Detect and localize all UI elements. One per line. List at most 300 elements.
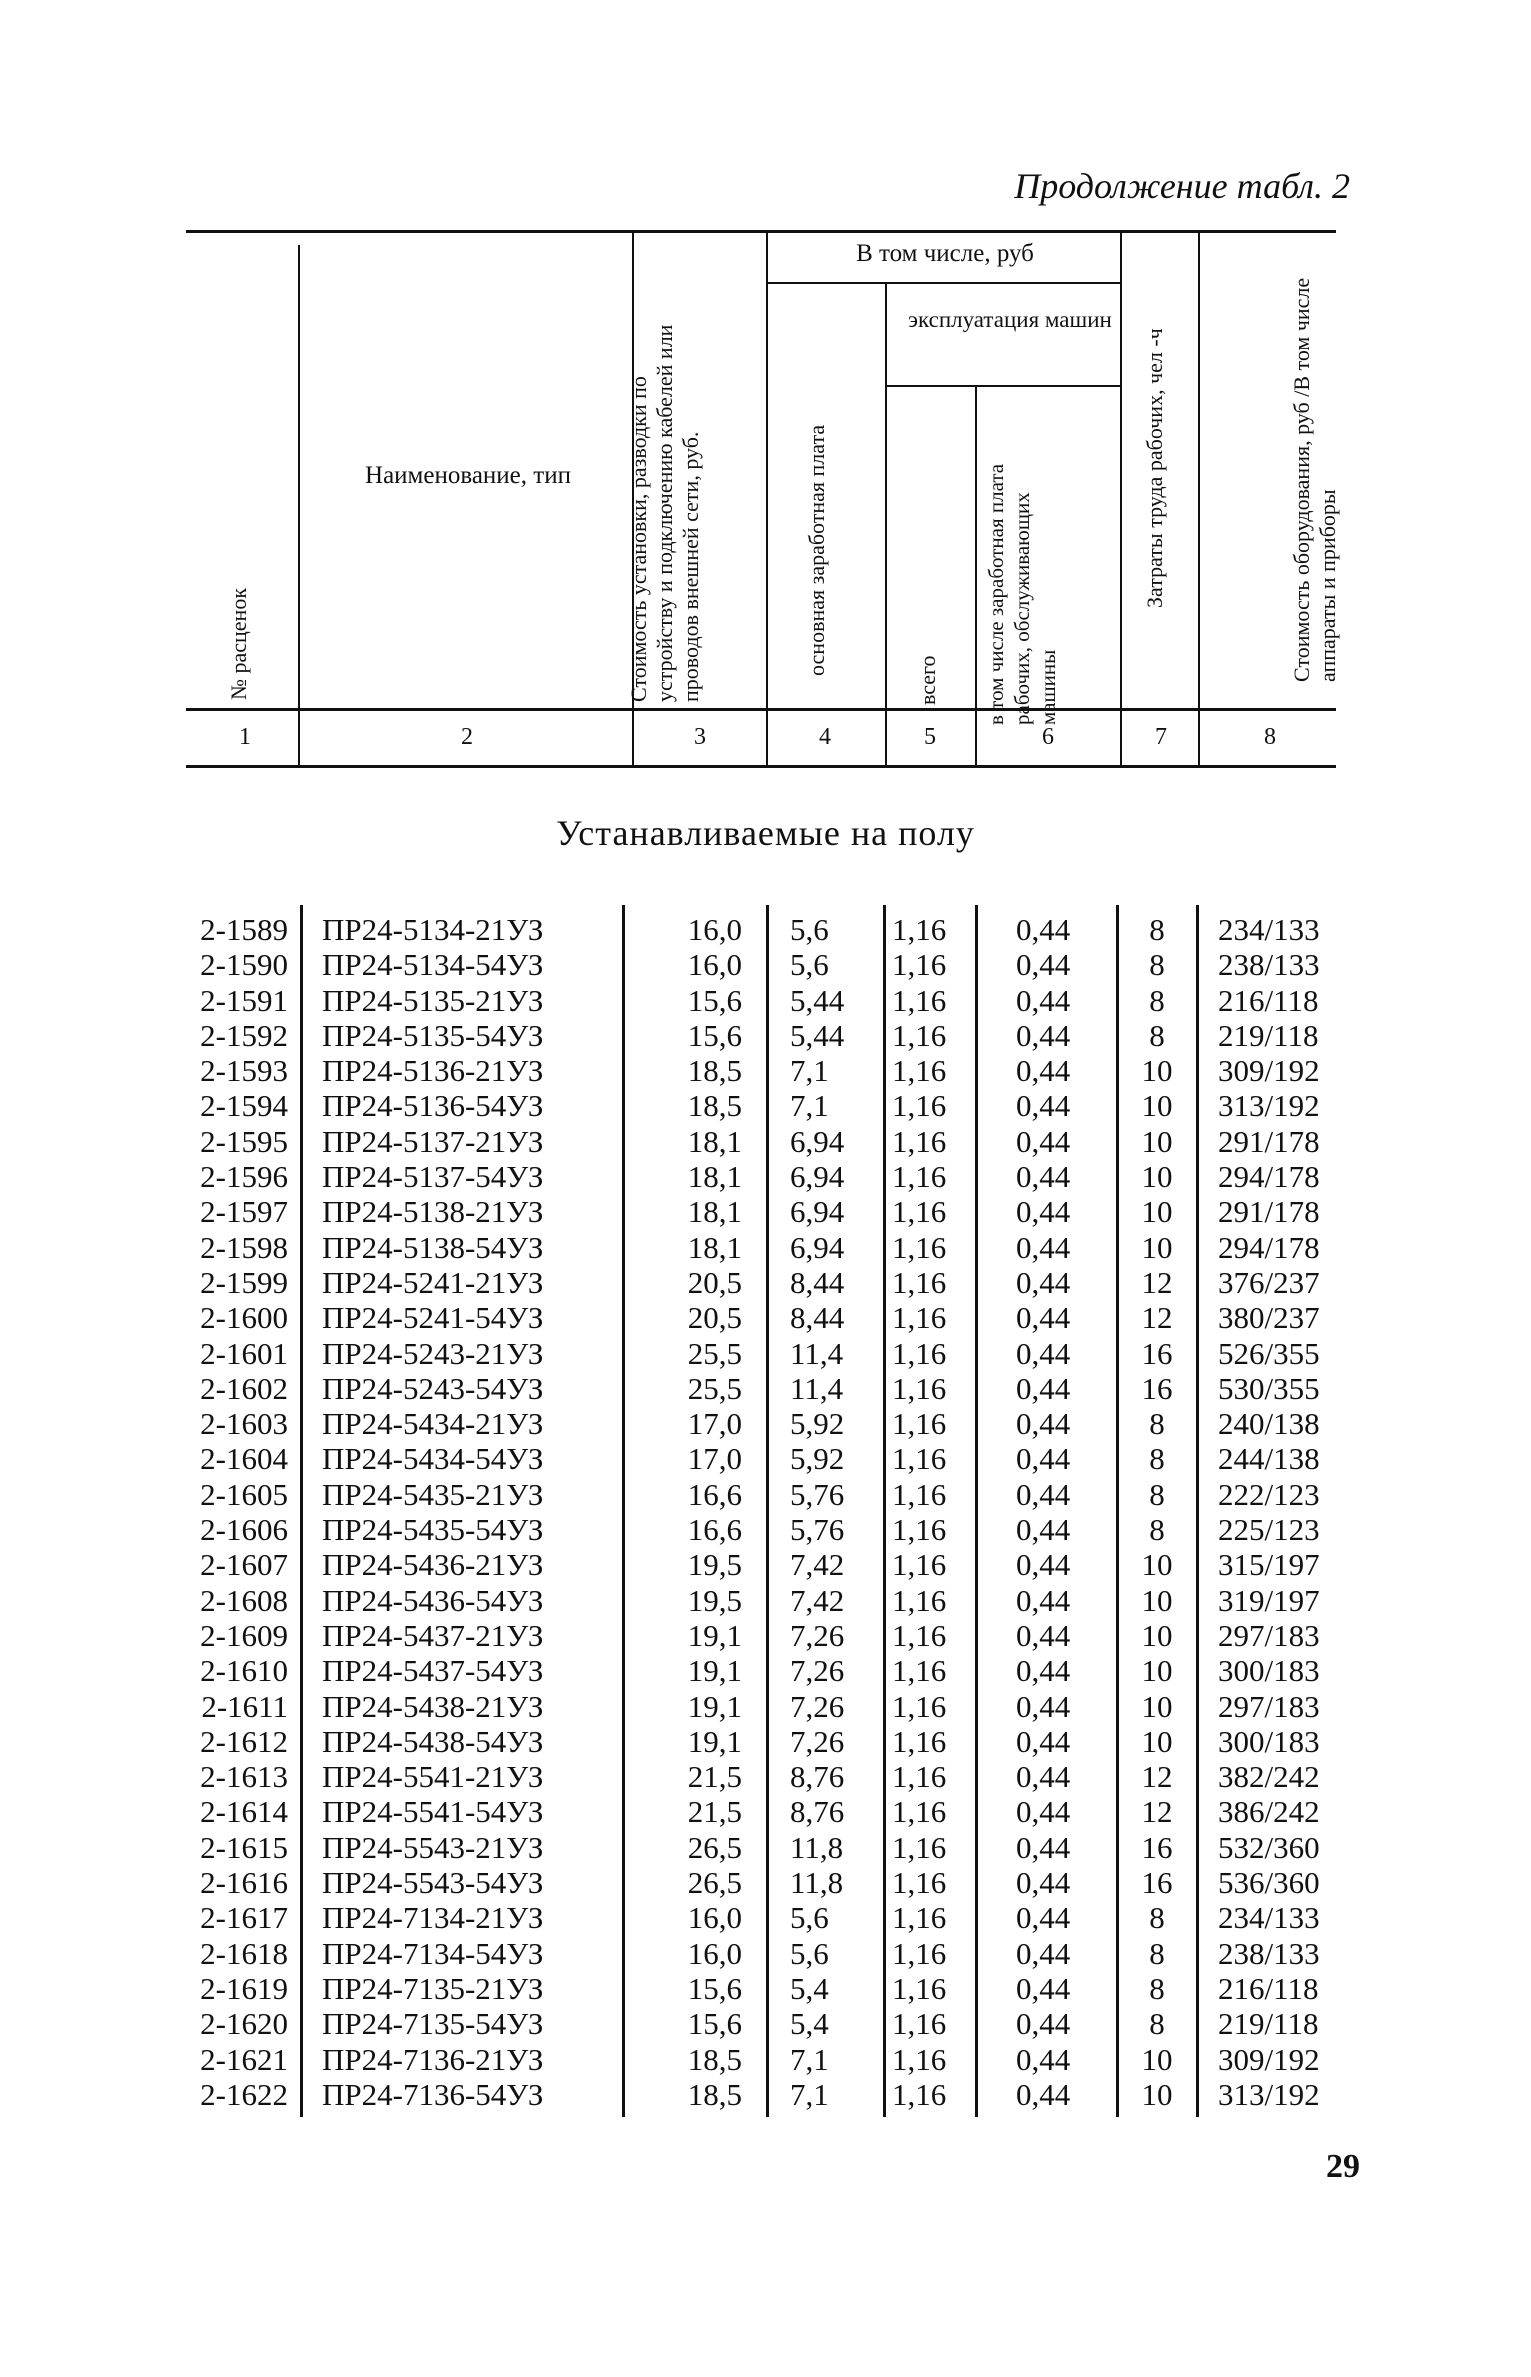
cell-machine-wage: 0,44: [1016, 1900, 1071, 1936]
cell-labor-hours: 10: [1141, 1723, 1173, 1759]
page-number: 29: [1326, 2148, 1360, 2185]
cell-base-wage: 7,26: [790, 1688, 845, 1724]
cell-rate-number: 2-1594: [200, 1088, 288, 1124]
cell-machine-total: 1,16: [892, 1617, 947, 1653]
table-row: [0, 1759, 1531, 1794]
cell-machine-wage: 0,44: [1016, 912, 1071, 947]
cell-equipment-cost: 225/123: [1218, 1512, 1320, 1548]
cell-type-name: ПР24-5137-21УЗ: [322, 1123, 544, 1159]
cell-labor-hours: 12: [1141, 1264, 1173, 1300]
cell-base-wage: 7,26: [790, 1617, 845, 1653]
header-col3: Стоимость установки, разводки по устройству и подключению кабелей или проводов внешней сети, руб.: [626, 324, 703, 702]
cell-machine-wage: 0,44: [1016, 1300, 1071, 1336]
cell-machine-wage: 0,44: [1016, 1970, 1071, 2006]
cell-rate-number: 2-1616: [200, 1865, 288, 1901]
cell-type-name: ПР24-5138-21УЗ: [322, 1194, 544, 1230]
cell-type-name: ПР24-5136-54УЗ: [322, 1088, 544, 1124]
cell-type-name: ПР24-5137-54УЗ: [322, 1159, 544, 1195]
cell-base-wage: 11,8: [790, 1865, 844, 1901]
cell-install-cost: 21,5: [687, 1794, 742, 1830]
cell-machine-wage: 0,44: [1016, 1088, 1071, 1124]
cell-install-cost: 19,1: [687, 1653, 742, 1689]
table-row: [0, 1336, 1531, 1371]
cell-base-wage: 8,44: [790, 1300, 845, 1336]
cell-machine-total: 1,16: [892, 1264, 947, 1300]
cell-labor-hours: 8: [1149, 912, 1165, 947]
cell-machine-total: 1,16: [892, 1017, 947, 1053]
cell-machine-wage: 0,44: [1016, 1653, 1071, 1689]
table-row: [0, 1724, 1531, 1759]
cell-base-wage: 6,94: [790, 1194, 845, 1230]
cell-rate-number: 2-1622: [200, 2076, 288, 2112]
cell-base-wage: 5,92: [790, 1406, 845, 1442]
cell-labor-hours: 10: [1141, 1053, 1173, 1089]
cell-rate-number: 2-1597: [200, 1194, 288, 1230]
header-col7: Затраты труда рабочих, чел -ч: [1142, 328, 1167, 608]
cell-labor-hours: 8: [1149, 1900, 1165, 1936]
cell-machine-wage: 0,44: [1016, 1406, 1071, 1442]
cell-machine-wage: 0,44: [1016, 1335, 1071, 1371]
cell-equipment-cost: 219/118: [1218, 1017, 1319, 1053]
cell-rate-number: 2-1620: [200, 2006, 288, 2042]
cell-install-cost: 26,5: [687, 1865, 742, 1901]
cell-machine-wage: 0,44: [1016, 1370, 1071, 1406]
cell-machine-wage: 0,44: [1016, 1123, 1071, 1159]
cell-equipment-cost: 315/197: [1218, 1547, 1320, 1583]
cell-equipment-cost: 382/242: [1218, 1759, 1320, 1795]
cell-machine-wage: 0,44: [1016, 1264, 1071, 1300]
cell-equipment-cost: 300/183: [1218, 1723, 1320, 1759]
cell-base-wage: 7,1: [790, 2076, 829, 2112]
cell-install-cost: 19,1: [687, 1723, 742, 1759]
cell-rate-number: 2-1599: [200, 1264, 288, 1300]
cell-install-cost: 15,6: [687, 2006, 742, 2042]
cell-equipment-cost: 297/183: [1218, 1617, 1320, 1653]
cell-machine-total: 1,16: [892, 2006, 947, 2042]
table-row: [0, 1053, 1531, 1088]
cell-machine-wage: 0,44: [1016, 1053, 1071, 1089]
colnum-1: 1: [239, 724, 251, 750]
cell-type-name: ПР24-5436-21УЗ: [322, 1547, 544, 1583]
cell-rate-number: 2-1598: [200, 1229, 288, 1265]
cell-rate-number: 2-1614: [200, 1794, 288, 1830]
cell-install-cost: 16,6: [687, 1476, 742, 1512]
colnum-5: 5: [924, 724, 936, 750]
cell-equipment-cost: 526/355: [1218, 1335, 1320, 1371]
table-row: [0, 1583, 1531, 1618]
cell-machine-total: 1,16: [892, 1970, 947, 2006]
cell-rate-number: 2-1595: [200, 1123, 288, 1159]
cell-machine-wage: 0,44: [1016, 1759, 1071, 1795]
cell-machine-wage: 0,44: [1016, 1229, 1071, 1265]
header-col1: № расценок: [226, 587, 251, 700]
section-title: Устанавливаемые на полу: [556, 813, 975, 853]
cell-labor-hours: 10: [1141, 2076, 1173, 2112]
cell-machine-wage: 0,44: [1016, 2041, 1071, 2077]
colnum-4: 4: [819, 724, 831, 750]
cell-base-wage: 5,76: [790, 1512, 845, 1548]
cell-machine-total: 1,16: [892, 1512, 947, 1548]
header-divider-5: [975, 387, 977, 765]
cell-install-cost: 15,6: [687, 1017, 742, 1053]
cell-type-name: ПР24-5541-21УЗ: [322, 1759, 544, 1795]
table-row: [0, 1265, 1531, 1300]
cell-labor-hours: 8: [1149, 982, 1165, 1018]
cell-equipment-cost: 536/360: [1218, 1865, 1320, 1901]
cell-equipment-cost: 291/178: [1218, 1194, 1320, 1230]
cell-type-name: ПР24-5136-21УЗ: [322, 1053, 544, 1089]
cell-labor-hours: 8: [1149, 1970, 1165, 2006]
cell-machine-wage: 0,44: [1016, 1547, 1071, 1583]
header-col5: всего: [915, 655, 940, 705]
cell-equipment-cost: 244/138: [1218, 1441, 1320, 1477]
cell-rate-number: 2-1612: [200, 1723, 288, 1759]
cell-labor-hours: 10: [1141, 1088, 1173, 1124]
cell-machine-total: 1,16: [892, 1582, 947, 1618]
cell-machine-total: 1,16: [892, 1335, 947, 1371]
cell-machine-total: 1,16: [892, 1088, 947, 1124]
cell-labor-hours: 10: [1141, 1123, 1173, 1159]
header-col8: Стоимость оборудования, руб /В том числе аппараты и приборы: [1289, 277, 1340, 682]
table-row: [0, 947, 1531, 982]
table-row: [0, 1936, 1531, 1971]
cell-type-name: ПР24-7136-21УЗ: [322, 2041, 544, 2077]
cell-rate-number: 2-1589: [200, 912, 288, 947]
cell-labor-hours: 12: [1141, 1794, 1173, 1830]
cell-base-wage: 5,6: [790, 947, 829, 983]
cell-install-cost: 26,5: [687, 1829, 742, 1865]
cell-base-wage: 5,6: [790, 912, 829, 947]
cell-type-name: ПР24-5436-54УЗ: [322, 1582, 544, 1618]
table-caption: Продолжение табл. 2: [1014, 166, 1350, 206]
cell-machine-total: 1,16: [892, 1370, 947, 1406]
cell-base-wage: 8,76: [790, 1759, 845, 1795]
table-row: [0, 1865, 1531, 1900]
cell-install-cost: 18,1: [687, 1229, 742, 1265]
cell-type-name: ПР24-5437-21УЗ: [322, 1617, 544, 1653]
cell-install-cost: 18,1: [687, 1123, 742, 1159]
cell-type-name: ПР24-5435-54УЗ: [322, 1512, 544, 1548]
table-row: [0, 1406, 1531, 1441]
cell-equipment-cost: 234/133: [1218, 912, 1320, 947]
table-row: [0, 1618, 1531, 1653]
cell-install-cost: 19,5: [687, 1547, 742, 1583]
cell-machine-total: 1,16: [892, 2076, 947, 2112]
cell-machine-wage: 0,44: [1016, 2076, 1071, 2112]
cell-base-wage: 8,44: [790, 1264, 845, 1300]
cell-equipment-cost: 222/123: [1218, 1476, 1320, 1512]
cell-machine-total: 1,16: [892, 982, 947, 1018]
cell-labor-hours: 10: [1141, 1617, 1173, 1653]
cell-equipment-cost: 300/183: [1218, 1653, 1320, 1689]
cell-rate-number: 2-1601: [200, 1335, 288, 1371]
cell-type-name: ПР24-5438-21УЗ: [322, 1688, 544, 1724]
header-col2: Наименование, тип: [365, 462, 571, 489]
cell-rate-number: 2-1613: [200, 1759, 288, 1795]
cell-labor-hours: 16: [1141, 1335, 1173, 1371]
header-divider-6: [1120, 232, 1122, 765]
table-row: [0, 1971, 1531, 2006]
table-row: [0, 1230, 1531, 1265]
cell-equipment-cost: 216/118: [1218, 982, 1319, 1018]
cell-rate-number: 2-1619: [200, 1970, 288, 2006]
header-divider-1: [298, 245, 300, 765]
cell-labor-hours: 8: [1149, 1017, 1165, 1053]
table-row: [0, 2006, 1531, 2041]
cell-install-cost: 18,5: [687, 1088, 742, 1124]
colnum-3: 3: [694, 724, 706, 750]
cell-machine-wage: 0,44: [1016, 1582, 1071, 1618]
cell-machine-total: 1,16: [892, 1476, 947, 1512]
colnum-7: 7: [1155, 724, 1167, 750]
cell-type-name: ПР24-5135-21УЗ: [322, 982, 544, 1018]
cell-labor-hours: 10: [1141, 1229, 1173, 1265]
cell-type-name: ПР24-5243-21УЗ: [322, 1335, 544, 1371]
cell-type-name: ПР24-5434-54УЗ: [322, 1441, 544, 1477]
cell-rate-number: 2-1593: [200, 1053, 288, 1089]
cell-rate-number: 2-1609: [200, 1617, 288, 1653]
cell-labor-hours: 8: [1149, 2006, 1165, 2042]
table-row: [0, 983, 1531, 1018]
cell-install-cost: 15,6: [687, 982, 742, 1018]
cell-rate-number: 2-1596: [200, 1159, 288, 1195]
cell-type-name: ПР24-5437-54УЗ: [322, 1653, 544, 1689]
cell-machine-total: 1,16: [892, 947, 947, 983]
table-row: [0, 1653, 1531, 1688]
cell-install-cost: 20,5: [687, 1264, 742, 1300]
cell-base-wage: 7,26: [790, 1723, 845, 1759]
cell-labor-hours: 8: [1149, 1476, 1165, 1512]
cell-base-wage: 5,4: [790, 2006, 829, 2042]
cell-base-wage: 7,1: [790, 1088, 829, 1124]
cell-machine-total: 1,16: [892, 1900, 947, 1936]
header-divider-3: [766, 232, 768, 765]
cell-machine-total: 1,16: [892, 1406, 947, 1442]
cell-equipment-cost: 297/183: [1218, 1688, 1320, 1724]
header-col4: основная заработная плата: [804, 424, 829, 676]
cell-install-cost: 20,5: [687, 1300, 742, 1336]
cell-type-name: ПР24-5543-54УЗ: [322, 1865, 544, 1901]
cell-base-wage: 7,42: [790, 1582, 845, 1618]
cell-rate-number: 2-1606: [200, 1512, 288, 1548]
cell-machine-wage: 0,44: [1016, 1935, 1071, 1971]
cell-machine-total: 1,16: [892, 1194, 947, 1230]
cell-install-cost: 21,5: [687, 1759, 742, 1795]
table-row: [0, 1477, 1531, 1512]
cell-rate-number: 2-1590: [200, 947, 288, 983]
cell-rate-number: 2-1617: [200, 1900, 288, 1936]
cell-rate-number: 2-1608: [200, 1582, 288, 1618]
cell-install-cost: 15,6: [687, 1970, 742, 2006]
header-group-label: В том числе, руб: [856, 240, 1034, 267]
cell-type-name: ПР24-7135-54УЗ: [322, 2006, 544, 2042]
cell-base-wage: 5,92: [790, 1441, 845, 1477]
cell-type-name: ПР24-5241-54УЗ: [322, 1300, 544, 1336]
cell-machine-wage: 0,44: [1016, 1865, 1071, 1901]
cell-type-name: ПР24-7135-21УЗ: [322, 1970, 544, 2006]
cell-install-cost: 17,0: [687, 1441, 742, 1477]
cell-labor-hours: 8: [1149, 1441, 1165, 1477]
cell-base-wage: 7,26: [790, 1653, 845, 1689]
cell-equipment-cost: 291/178: [1218, 1123, 1320, 1159]
cell-install-cost: 25,5: [687, 1335, 742, 1371]
cell-install-cost: 18,1: [687, 1194, 742, 1230]
cell-rate-number: 2-1603: [200, 1406, 288, 1442]
cell-base-wage: 6,94: [790, 1123, 845, 1159]
cell-equipment-cost: 294/178: [1218, 1229, 1320, 1265]
cell-type-name: ПР24-5134-21УЗ: [322, 912, 544, 947]
cell-install-cost: 19,1: [687, 1688, 742, 1724]
cell-type-name: ПР24-5134-54УЗ: [322, 947, 544, 983]
table-row: [0, 1794, 1531, 1829]
cell-equipment-cost: 238/133: [1218, 947, 1320, 983]
table-row: [0, 1300, 1531, 1335]
cell-equipment-cost: 386/242: [1218, 1794, 1320, 1830]
cell-rate-number: 2-1591: [200, 982, 288, 1018]
cell-install-cost: 25,5: [687, 1370, 742, 1406]
cell-labor-hours: 8: [1149, 1935, 1165, 1971]
cell-machine-total: 1,16: [892, 1441, 947, 1477]
cell-equipment-cost: 532/360: [1218, 1829, 1320, 1865]
cell-labor-hours: 12: [1141, 1759, 1173, 1795]
cell-equipment-cost: 380/237: [1218, 1300, 1320, 1336]
table-row: [0, 912, 1531, 947]
numbers-bottom-rule: [186, 765, 1336, 768]
cell-labor-hours: 16: [1141, 1829, 1173, 1865]
cell-machine-total: 1,16: [892, 2041, 947, 2077]
cell-equipment-cost: 319/197: [1218, 1582, 1320, 1618]
header-col6: в том числе заработная плата рабочих, обслуживающих машины: [984, 463, 1060, 725]
cell-install-cost: 19,5: [687, 1582, 742, 1618]
cell-base-wage: 8,76: [790, 1794, 845, 1830]
table-row: [0, 1124, 1531, 1159]
cell-labor-hours: 10: [1141, 2041, 1173, 2077]
cell-equipment-cost: 234/133: [1218, 1900, 1320, 1936]
cell-base-wage: 5,4: [790, 1970, 829, 2006]
cell-type-name: ПР24-7134-21УЗ: [322, 1900, 544, 1936]
cell-machine-wage: 0,44: [1016, 947, 1071, 983]
cell-labor-hours: 12: [1141, 1300, 1173, 1336]
cell-equipment-cost: 219/118: [1218, 2006, 1319, 2042]
cell-machine-total: 1,16: [892, 1123, 947, 1159]
table-row: [0, 1512, 1531, 1547]
cell-machine-wage: 0,44: [1016, 2006, 1071, 2042]
cell-machine-total: 1,16: [892, 1053, 947, 1089]
cell-labor-hours: 10: [1141, 1547, 1173, 1583]
cell-base-wage: 6,94: [790, 1229, 845, 1265]
cell-install-cost: 16,6: [687, 1512, 742, 1548]
cell-type-name: ПР24-5138-54УЗ: [322, 1229, 544, 1265]
cell-machine-wage: 0,44: [1016, 1441, 1071, 1477]
cell-rate-number: 2-1610: [200, 1653, 288, 1689]
cell-install-cost: 16,0: [687, 912, 742, 947]
cell-labor-hours: 10: [1141, 1688, 1173, 1724]
table-row: [0, 1547, 1531, 1582]
table-row: [0, 1830, 1531, 1865]
cell-labor-hours: 8: [1149, 1512, 1165, 1548]
cell-machine-wage: 0,44: [1016, 982, 1071, 1018]
cell-equipment-cost: 313/192: [1218, 1088, 1320, 1124]
cell-rate-number: 2-1615: [200, 1829, 288, 1865]
cell-type-name: ПР24-5435-21УЗ: [322, 1476, 544, 1512]
cell-labor-hours: 8: [1149, 1406, 1165, 1442]
colnum-8: 8: [1264, 724, 1276, 750]
cell-rate-number: 2-1618: [200, 1935, 288, 1971]
cell-install-cost: 17,0: [687, 1406, 742, 1442]
table-header: [0, 0, 1531, 780]
header-divider-4: [885, 284, 887, 765]
cell-base-wage: 7,1: [790, 1053, 829, 1089]
cell-type-name: ПР24-5543-21УЗ: [322, 1829, 544, 1865]
table-row: [0, 1088, 1531, 1123]
cell-type-name: ПР24-5438-54УЗ: [322, 1723, 544, 1759]
cell-install-cost: 18,5: [687, 2041, 742, 2077]
cell-base-wage: 5,44: [790, 1017, 845, 1053]
cell-machine-wage: 0,44: [1016, 1512, 1071, 1548]
cell-base-wage: 11,8: [790, 1829, 844, 1865]
cell-install-cost: 18,1: [687, 1159, 742, 1195]
table-row: [0, 1194, 1531, 1229]
cell-type-name: ПР24-5434-21УЗ: [322, 1406, 544, 1442]
cell-equipment-cost: 238/133: [1218, 1935, 1320, 1971]
cell-install-cost: 19,1: [687, 1617, 742, 1653]
cell-base-wage: 11,4: [790, 1370, 844, 1406]
cell-rate-number: 2-1611: [201, 1688, 288, 1724]
cell-labor-hours: 16: [1141, 1865, 1173, 1901]
cell-rate-number: 2-1604: [200, 1441, 288, 1477]
cell-labor-hours: 10: [1141, 1159, 1173, 1195]
cell-machine-total: 1,16: [892, 1865, 947, 1901]
cell-rate-number: 2-1600: [200, 1300, 288, 1336]
cell-machine-total: 1,16: [892, 1653, 947, 1689]
cell-equipment-cost: 294/178: [1218, 1159, 1320, 1195]
cell-machine-wage: 0,44: [1016, 1194, 1071, 1230]
cell-install-cost: 16,0: [687, 947, 742, 983]
cell-machine-total: 1,16: [892, 1723, 947, 1759]
cell-equipment-cost: 376/237: [1218, 1264, 1320, 1300]
cell-base-wage: 5,6: [790, 1935, 829, 1971]
table-row: [0, 1018, 1531, 1053]
cell-rate-number: 2-1592: [200, 1017, 288, 1053]
table-row: [0, 1689, 1531, 1724]
cell-machine-wage: 0,44: [1016, 1794, 1071, 1830]
cell-machine-total: 1,16: [892, 1688, 947, 1724]
cell-rate-number: 2-1605: [200, 1476, 288, 1512]
cell-install-cost: 16,0: [687, 1900, 742, 1936]
cell-machine-total: 1,16: [892, 1759, 947, 1795]
cell-machine-wage: 0,44: [1016, 1829, 1071, 1865]
cell-install-cost: 18,5: [687, 1053, 742, 1089]
cell-base-wage: 5,6: [790, 1900, 829, 1936]
cell-base-wage: 11,4: [790, 1335, 844, 1371]
cell-machine-total: 1,16: [892, 1300, 947, 1336]
cell-equipment-cost: 240/138: [1218, 1406, 1320, 1442]
cell-machine-wage: 0,44: [1016, 1723, 1071, 1759]
cell-base-wage: 5,44: [790, 982, 845, 1018]
cell-type-name: ПР24-7134-54УЗ: [322, 1935, 544, 1971]
cell-install-cost: 18,5: [687, 2076, 742, 2112]
group-rule: [766, 282, 1120, 284]
cell-labor-hours: 8: [1149, 947, 1165, 983]
colnum-6: 6: [1042, 724, 1054, 750]
cell-labor-hours: 10: [1141, 1194, 1173, 1230]
header-subgroup-label: эксплуатация машин: [908, 307, 1112, 332]
cell-machine-total: 1,16: [892, 1159, 947, 1195]
table-row: [0, 1900, 1531, 1935]
cell-machine-total: 1,16: [892, 1935, 947, 1971]
cell-machine-total: 1,16: [892, 1547, 947, 1583]
cell-machine-wage: 0,44: [1016, 1476, 1071, 1512]
